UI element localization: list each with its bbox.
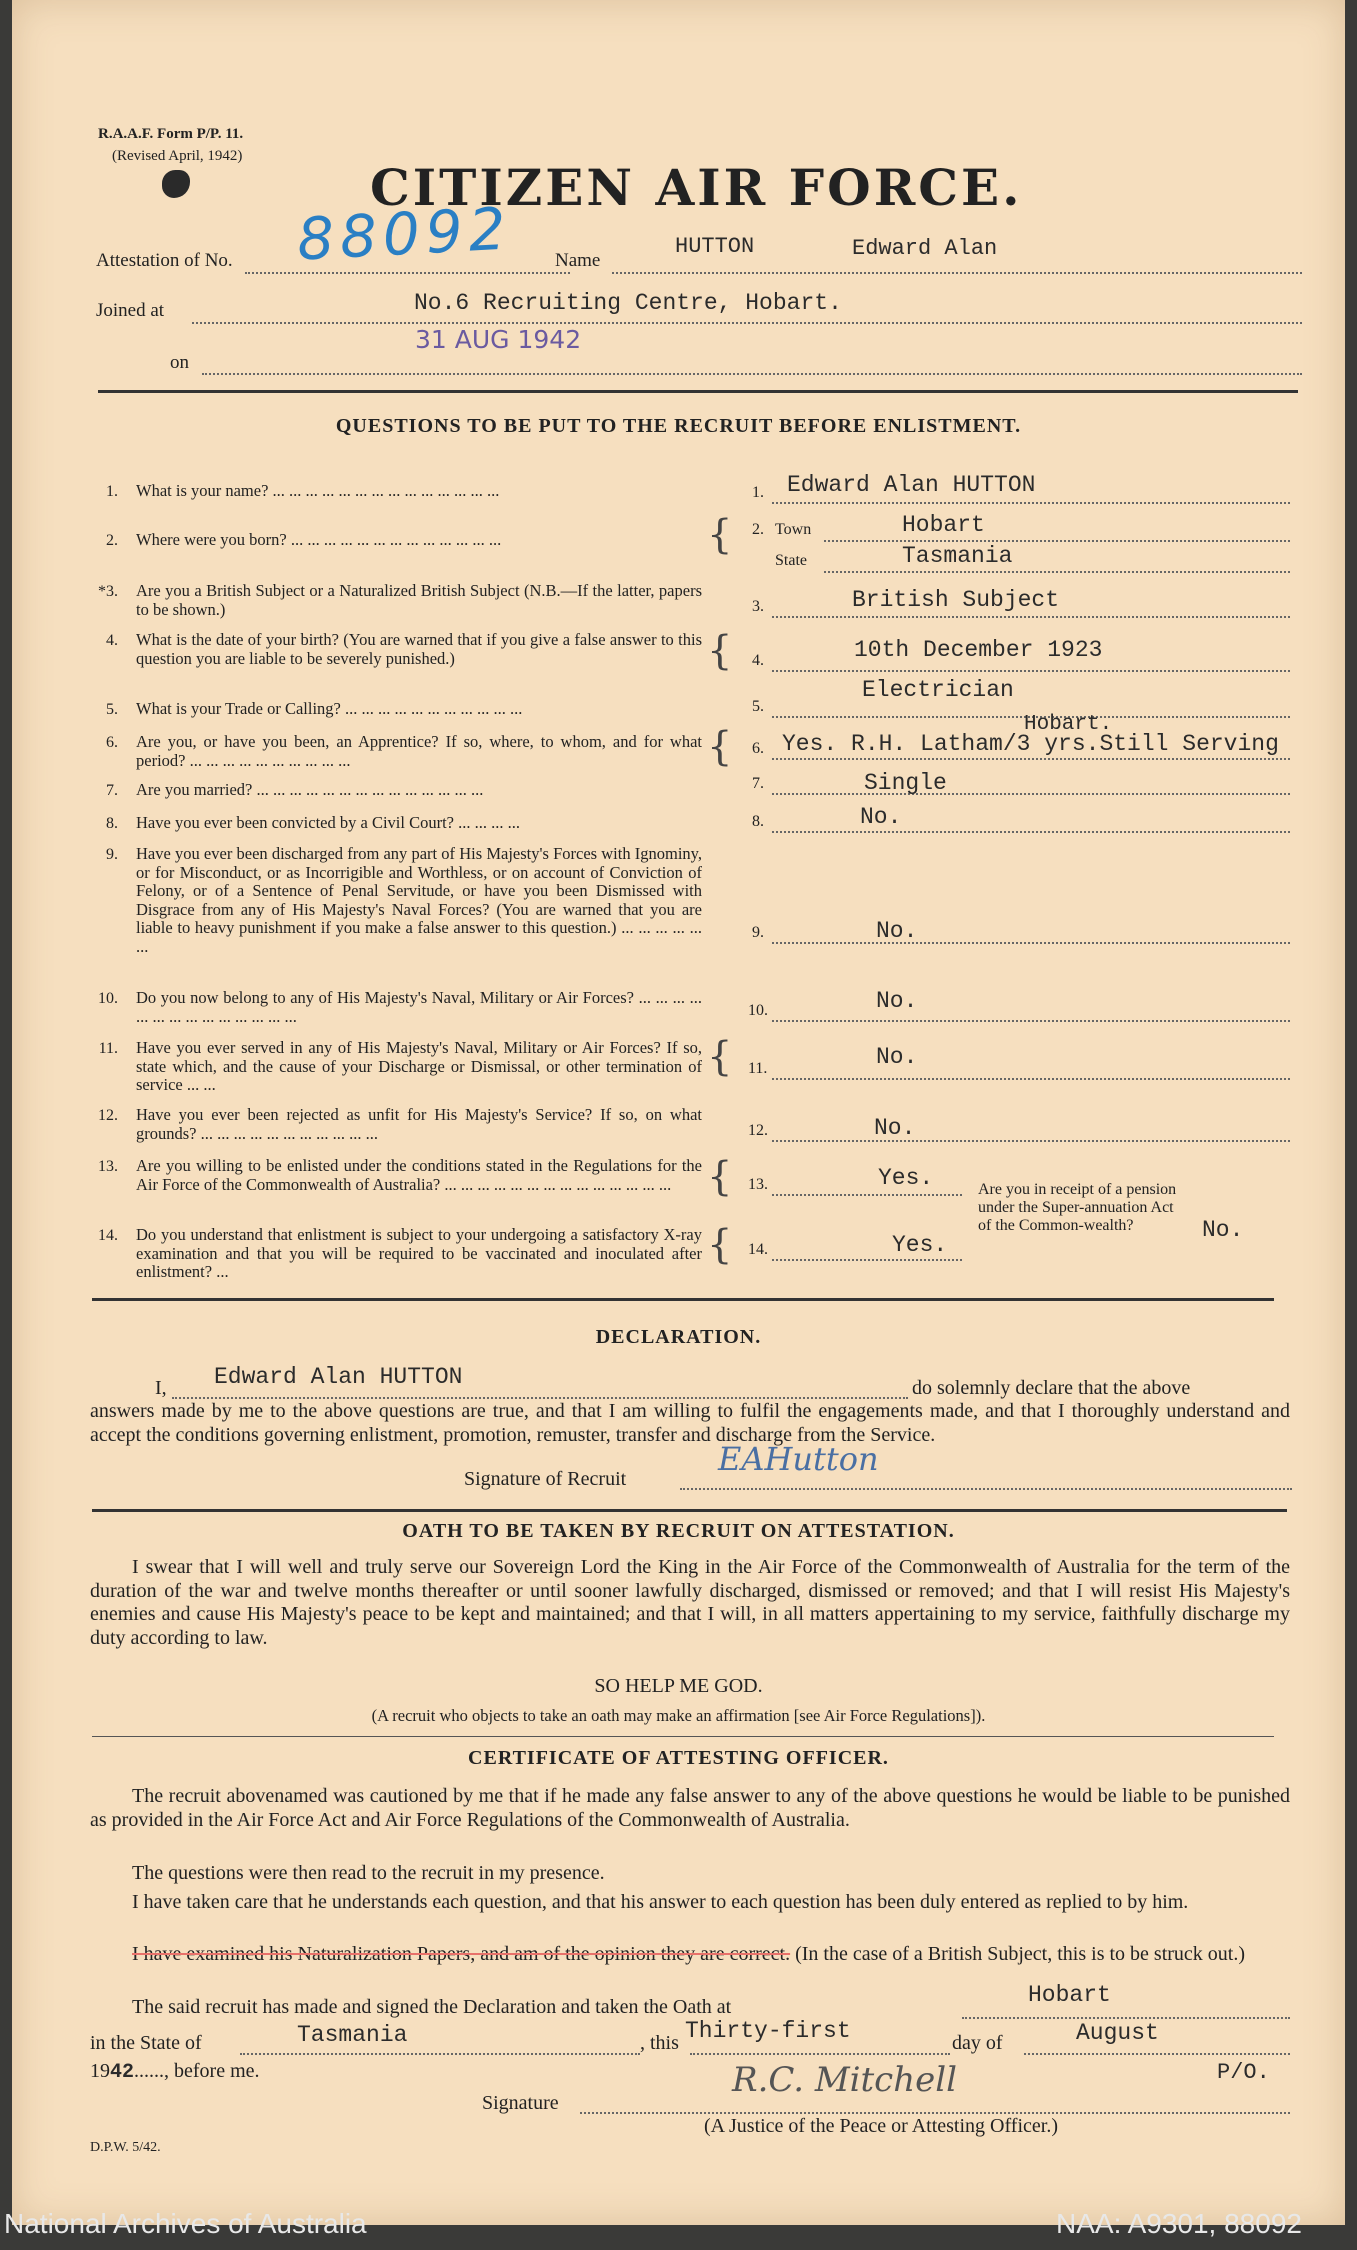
question-number: 13. [98,1158,118,1175]
answer-value: No. [874,1115,916,1141]
answer-value: No. [860,804,902,830]
question-number: 7. [106,782,118,799]
rule-1 [98,390,1298,393]
pension-question: Are you in receipt of a pension under the Super-annuation Act of the Common-wealth? [978,1181,1177,1234]
question-text: Do you now belong to any of His Majesty's Naval, Military or Air Forces? ... ... ... ... ... ... ... ... ... ... ... ... ... ... [136,988,702,1026]
date-stamp: 31 AUG 1942 [415,325,582,354]
month-value: August [1076,2020,1159,2046]
attestation-number: 88092 [295,194,514,274]
answer-dotline [824,540,1290,542]
certificate-p4 [90,1943,1290,1967]
rank-po: P/O. [1217,2060,1270,2085]
officer-signature-label: Signature [482,2092,559,2114]
answer-number: 10. [748,1002,768,1019]
answer-number: 4. [752,652,764,669]
day-value: Thirty-first [685,2018,851,2044]
answer-dotline [772,502,1290,504]
question-number: 6. [106,734,118,751]
recruit-signature-dotline [680,1488,1292,1490]
recruit-signature-label: Signature of Recruit [464,1468,627,1490]
declaration-name-dotline [172,1397,908,1399]
brace-mark: { [707,512,733,558]
question-text: Are you, or have you been, an Apprentice? If so, where, to whom, and for what period? ... ... ... ... ... ... ... ... ... ... [136,732,702,770]
recruit-signature: EAHutton [718,1440,879,1478]
declaration-name: Edward Alan HUTTON [214,1364,463,1390]
state-value: Tasmania [297,2022,408,2048]
certificate-p2: The questions were then read to the recruit in my presence. [132,1862,605,1884]
attestation-dotline [245,272,570,274]
joined-dotline [192,322,1302,324]
answer-dotline [772,670,1290,672]
answer-dotline [772,1020,1290,1022]
officer-signature-dotline [580,2112,1290,2114]
answer-above-value: Hobart. [1024,713,1113,736]
declaration-text-2: answers made by me to the above questions are true, and that I am willing to fulfil the engagements made, and that I thoroughly understand and accept the conditions governing enlistment, promotion, remuster, transfer and discharge from the Service. [90,1400,1290,1446]
brace-mark: { [707,1034,733,1080]
brace-mark: { [707,1154,733,1200]
oath-note: (A recruit who objects to take an oath may make an affirmation [see Air Force Regulations]). [371,1706,986,1725]
answer-value: British Subject [852,587,1060,613]
brace-mark: { [707,1222,733,1268]
question-text: What is your Trade or Calling? ... ... ... ... ... ... ... ... ... ... ... [136,699,523,718]
certificate-heading: CERTIFICATE OF ATTESTING OFFICER. [468,1747,889,1769]
declaration-heading: DECLARATION. [595,1326,762,1348]
answer-value: No. [876,988,918,1014]
answer-number: 9. [752,924,764,941]
day-dotline [690,2053,950,2055]
answer-number: 13. [748,1176,768,1193]
answer-number: 12. [748,1122,768,1139]
question-text: Have you ever been discharged from any part of His Majesty's Forces with Ignominy, or for Misconduct, or as Incorrigible and Worthless, or on account of Conviction of Felony, or of a Sentence of Penal Servitude, or have you been Dismissed with Disgrace from any of His Majesty's Naval Forces? (You are warned that you are liable to heavy punishment if you make a false answer to this question.) ... ... ... ... ... ... [136,844,702,956]
question-text: Have you ever been convicted by a Civil Court? ... ... ... ... [136,813,520,832]
question-number: 4. [106,632,118,649]
answer-dotline [772,793,1290,795]
answer-value-2: Tasmania [902,543,1013,569]
question-number: 11. [98,1040,118,1057]
answer-dotline [772,1259,962,1261]
question-text: What is your name? ... ... ... ... ... ... ... ... ... ... ... ... ... ... [136,481,500,500]
question-text: Are you a British Subject or a Naturalized British Subject (N.B.—If the latter, papers to be shown.) [136,581,702,619]
joined-at-value: No.6 Recruiting Centre, Hobart. [414,290,842,316]
before-me: ......, before me. [134,2060,260,2082]
rule-3 [92,1509,1287,1512]
question-number: 14. [98,1227,118,1244]
answer-value: No. [876,1044,918,1070]
question-text: Have you ever served in any of His Majesty's Naval, Military or Air Forces? If so, state which, and the cause of your Discharge or Dismissal, or other termination of service ... ... [136,1038,702,1094]
certificate-p4-struck: I have examined his Naturalization Papers, and am of the opinion they are correct. [132,1943,791,1965]
answer-value: 10th December 1923 [854,637,1103,663]
joined-label: Joined at [96,300,165,321]
officer-signature: R.C. Mitchell [732,2060,957,2100]
oath-closing: SO HELP ME GOD. [594,1675,763,1697]
certificate-p4-rest: (In the case of a British Subject, this is to be struck out.) [795,1943,1246,1965]
answer-value: Hobart [902,512,985,538]
given-names-value: Edward Alan [852,236,998,261]
form-revision: (Revised April, 1942) [112,148,243,164]
question-number: 10. [98,990,118,1007]
answer-value: Yes. [878,1165,934,1191]
question-text: Where were you born? ... ... ... ... ... ... ... ... ... ... ... ... ... [136,530,502,549]
punch-hole-mark [162,170,190,198]
attestation-label: Attestation of No. [96,250,233,271]
question-text: What is the date of your birth? (You are warned that if you give a false answer to this question you are liable to be severely punished.) [136,630,702,668]
print-code: D.P.W. 5/42. [90,2140,161,2155]
state-label: in the State of [90,2032,202,2054]
place-dotline [962,2017,1290,2019]
name-dotline [612,272,1302,274]
answer-number: 8. [752,813,764,830]
answer-dotline [772,758,1290,760]
on-label: on [170,352,189,373]
answer-number: 1. [752,484,764,501]
answer-value: Yes. [892,1232,948,1258]
questions-heading: QUESTIONS TO BE PUT TO THE RECRUIT BEFORE ENLISTMENT. [335,415,1022,437]
answer-value: Edward Alan HUTTON [787,472,1036,498]
day-of-label: day of [952,2032,1003,2054]
question-number: 1. [106,483,118,500]
answer-number: 6. [752,740,764,757]
certificate-p5: The said recruit has made and signed the Declaration and taken the Oath at [132,1996,732,2018]
answer-value: Yes. R.H. Latham/3 yrs.Still Serving [782,731,1279,757]
question-number: 2. [106,532,118,549]
year-prefix: 19 [90,2060,110,2082]
answer-number: 5. [752,698,764,715]
question-text: Do you understand that enlistment is subject to your undergoing a satisfactory X-ray examination and that you will be required to be vaccinated and inoculated after enlistment? ... [136,1225,702,1281]
month-dotline [1024,2053,1290,2055]
question-number: 5. [106,701,118,718]
answer-dotline [772,1194,962,1196]
answer-number: 14. [748,1241,768,1258]
archive-reference: NAA: A9301, 88092 [1056,2208,1302,2239]
question-number: 9. [106,846,118,863]
answer-dotline [772,1078,1290,1080]
surname-value: HUTTON [675,234,755,259]
town-label: Town [775,521,812,538]
answer-dotline [772,616,1290,618]
name-label: Name [555,250,601,271]
answer-number: 11. [748,1060,768,1077]
rule-4 [92,1736,1274,1737]
question-number: *3. [98,583,118,600]
this-label: , this [640,2032,679,2054]
state-label: State [775,552,807,569]
certificate-p3: I have taken care that he understands each question, and that his answer to each question has been duly entered as replied to by him. [132,1891,1189,1913]
archive-name: National Archives of Australia [4,2208,367,2239]
answer-number: 2. [752,521,764,538]
question-text: Have you ever been rejected as unfit for His Majesty's Service? If so, on what grounds? ... ... ... ... ... ... ... ... ... ... ... [136,1105,702,1143]
page-title: CITIZEN AIR FORCE. [370,158,1023,217]
answer-number: 7. [752,775,764,792]
answer-value: Single [864,770,947,796]
declaration-text-1: do solemnly declare that the above [912,1377,1191,1399]
state-dotline [240,2053,640,2055]
answer-dotline [824,571,1290,573]
document-sheet [12,0,1345,2225]
rule-2 [92,1298,1274,1301]
answer-dotline [772,942,1290,944]
oath-place: Hobart [1028,1982,1111,2008]
form-id: R.A.A.F. Form P/P. 11. [98,126,244,142]
brace-mark: { [707,628,733,674]
year-value: 42 [110,2061,135,2084]
question-text: Are you married? ... ... ... ... ... ... ... ... ... ... ... ... ... ... [136,780,484,799]
pension-answer: No. [1202,1217,1244,1243]
question-number: 8. [106,815,118,832]
signer-role: (A Justice of the Peace or Attesting Officer.) [704,2115,1058,2137]
answer-number: 3. [752,598,764,615]
certificate-p1: The recruit abovenamed was cautioned by me that if he made any false answer to any of the above questions he would be liable to be punished as provided in the Air Force Act and Air Force Regulations of the Commonwealth of Australia. [90,1785,1290,1831]
answer-dotline [772,831,1290,833]
answer-dotline [772,1140,1290,1142]
brace-mark: { [707,724,733,770]
answer-value: Electrician [862,677,1014,703]
oath-heading: OATH TO BE TAKEN BY RECRUIT ON ATTESTATION. [402,1520,955,1542]
on-dotline [202,373,1302,375]
declaration-i-label: I, [155,1377,167,1399]
oath-text: I swear that I will well and truly serve our Sovereign Lord the King in the Air Force of the Commonwealth of Australia for the term of the duration of the war and twelve months thereafter or until sooner lawfully discharged, dismissed or removed; and that I will resist His Majesty's enemies and cause His Majesty's peace to be kept and maintained; and that I will, in all matters appertaining to my service, faithfully discharge my duty according to law. [90,1556,1290,1649]
question-text: Are you willing to be enlisted under the conditions stated in the Regulations for the Air Force of the Commonwealth of Australia? ... ... ... ... ... ... ... ... ... ... ... ... ... ... [136,1156,702,1194]
question-number: 12. [98,1107,118,1124]
year-line [90,2060,260,2084]
answer-value: No. [876,918,918,944]
